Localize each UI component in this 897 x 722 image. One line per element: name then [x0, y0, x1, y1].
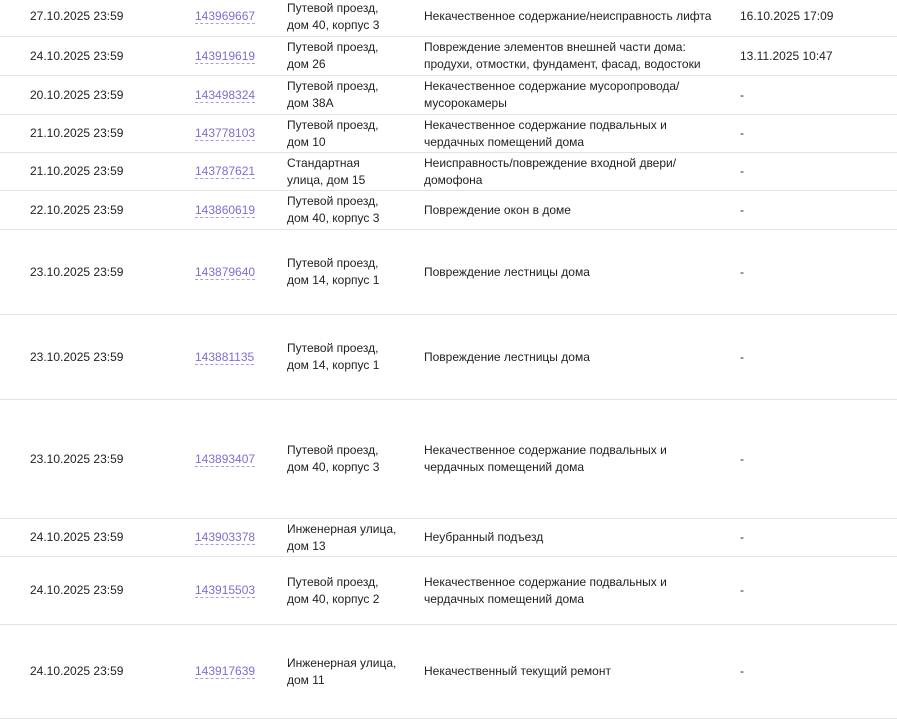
table-row	[0, 519, 897, 557]
appeal-id-link[interactable]: 143860619	[195, 202, 256, 217]
address-cell	[287, 191, 412, 229]
problem-line: Повреждение окон в доме	[424, 202, 571, 217]
address-cell	[287, 76, 412, 114]
address-cell	[287, 315, 412, 399]
address-line: улица, дом 15	[287, 172, 366, 187]
appeal-id-cell	[195, 400, 275, 518]
due-date: 21.10.2025 23:59	[30, 126, 124, 140]
due-date-cell	[30, 400, 180, 518]
deadline: -	[740, 664, 744, 678]
due-date: 23.10.2025 23:59	[30, 349, 124, 364]
address-line: Путевой проезд,	[287, 117, 379, 132]
problem-line: Некачественное содержание/неисправность лифта	[424, 9, 712, 23]
table-row	[0, 115, 897, 153]
address-cell	[287, 557, 412, 624]
problem-cell	[424, 76, 724, 114]
problem-line: домофона	[424, 172, 483, 187]
appeal-id-cell	[195, 37, 275, 75]
problem-cell	[424, 519, 724, 556]
address-line: дом 40, корпус 2	[287, 591, 380, 606]
problem-line: Некачественное содержание подвальных и	[424, 117, 667, 132]
deadline: -	[740, 583, 744, 597]
due-date-cell	[30, 153, 180, 190]
problem-line: Повреждение лестницы дома	[424, 264, 590, 279]
due-date: 27.10.2025 23:59	[30, 9, 124, 23]
due-date: 24.10.2025 23:59	[30, 48, 124, 63]
problem-cell	[424, 37, 724, 75]
address-line: Путевой проезд,	[287, 194, 379, 208]
deadline: -	[740, 530, 744, 544]
appeal-id-link[interactable]: 143879640	[195, 264, 256, 279]
deadline-cell	[740, 400, 890, 518]
table-row	[0, 76, 897, 115]
table-row	[0, 557, 897, 625]
problem-line: чердачных помещений дома	[424, 134, 585, 149]
table-row	[0, 230, 897, 315]
appeal-id-link[interactable]: 143903378	[195, 530, 256, 544]
deadline-cell	[740, 37, 890, 75]
problem-cell	[424, 557, 724, 624]
appeal-id-cell	[195, 76, 275, 114]
problem-cell	[424, 400, 724, 518]
due-date: 24.10.2025 23:59	[30, 664, 124, 678]
problem-line: Некачественное содержание подвальных и	[424, 443, 667, 457]
appeal-id-cell	[195, 557, 275, 624]
address-line: дом 13	[287, 538, 326, 553]
address-line: Инженерная улица,	[287, 655, 397, 670]
appeal-id-link[interactable]: 143919619	[195, 48, 256, 63]
address-line: дом 40, корпус 3	[287, 460, 380, 474]
table-row	[0, 191, 897, 230]
problem-line: Повреждение лестницы дома	[424, 349, 590, 364]
appeal-id-link[interactable]: 143881135	[195, 349, 255, 364]
due-date-cell	[30, 0, 180, 36]
problem-line: мусорокамеры	[424, 96, 507, 110]
due-date-cell	[30, 557, 180, 624]
table-row	[0, 153, 897, 191]
deadline-cell	[740, 115, 890, 152]
appeal-id-cell	[195, 115, 275, 152]
appeal-id-link[interactable]: 143969667	[195, 9, 256, 23]
address-line: Путевой проезд,	[287, 256, 379, 270]
appeal-id-link[interactable]: 143915503	[195, 583, 256, 597]
deadline-cell	[740, 230, 890, 314]
address-line: Путевой проезд,	[287, 341, 379, 355]
address-line: Путевой проезд,	[287, 79, 379, 93]
address-cell	[287, 625, 412, 718]
due-date-cell	[30, 315, 180, 399]
table-row	[0, 400, 897, 519]
table-row	[0, 625, 897, 719]
deadline: -	[740, 451, 744, 466]
address-cell	[287, 115, 412, 152]
problem-line: продухи, отмостки, фундамент, фасад, водостоки	[424, 57, 701, 71]
appeal-id-link[interactable]: 143893407	[195, 451, 256, 466]
due-date-cell	[30, 519, 180, 556]
due-date: 23.10.2025 23:59	[30, 451, 124, 466]
problem-cell	[424, 115, 724, 152]
address-line: Путевой проезд,	[287, 574, 379, 589]
table-row	[0, 37, 897, 76]
deadline-cell	[740, 76, 890, 114]
deadline-cell	[740, 557, 890, 624]
deadline: -	[740, 264, 744, 279]
deadline: -	[740, 87, 744, 102]
address-line: дом 40, корпус 3	[287, 211, 380, 225]
deadline-cell	[740, 0, 890, 36]
address-line: Путевой проезд,	[287, 0, 379, 15]
address-line: дом 14, корпус 1	[287, 358, 380, 372]
appeal-id-cell	[195, 191, 275, 229]
due-date: 24.10.2025 23:59	[30, 530, 124, 544]
address-line: дом 10	[287, 134, 326, 149]
problem-cell	[424, 191, 724, 229]
deadline-cell	[740, 153, 890, 190]
due-date-cell	[30, 230, 180, 314]
appeal-id-link[interactable]: 143917639	[195, 664, 256, 678]
problem-line: Неисправность/повреждение входной двери/	[424, 155, 677, 170]
deadline-cell	[740, 315, 890, 399]
problem-line: Неубранный подъезд	[424, 530, 544, 544]
appeal-id-cell	[195, 0, 275, 36]
problem-cell	[424, 230, 724, 314]
due-date: 24.10.2025 23:59	[30, 583, 124, 597]
deadline: -	[740, 202, 744, 217]
due-date: 23.10.2025 23:59	[30, 264, 124, 279]
due-date-cell	[30, 37, 180, 75]
address-line: Инженерная улица,	[287, 521, 397, 536]
appeal-id-link[interactable]: 143787621	[195, 164, 256, 178]
due-date: 21.10.2025 23:59	[30, 164, 124, 178]
appeal-id-link[interactable]: 143498324	[195, 87, 256, 102]
address-line: дом 11	[287, 672, 325, 687]
due-date-cell	[30, 625, 180, 718]
due-date: 22.10.2025 23:59	[30, 202, 124, 217]
address-cell	[287, 0, 412, 36]
address-line: дом 26	[287, 57, 326, 71]
deadline-cell	[740, 191, 890, 229]
problem-line: чердачных помещений дома	[424, 591, 585, 606]
address-line: Путевой проезд,	[287, 40, 379, 54]
problem-line: Повреждение элементов внешней части дома:	[424, 40, 686, 54]
due-date-cell	[30, 115, 180, 152]
problem-line: чердачных помещений дома	[424, 460, 585, 474]
address-line: Стандартная	[287, 155, 360, 170]
problem-line: Некачественное содержание подвальных и	[424, 574, 667, 589]
appeal-id-cell	[195, 315, 275, 399]
deadline: -	[740, 164, 744, 178]
deadline: 16.10.2025 17:09	[740, 9, 834, 23]
appeal-id-cell	[195, 519, 275, 556]
deadline-cell	[740, 519, 890, 556]
address-cell	[287, 230, 412, 314]
problem-cell	[424, 153, 724, 190]
problem-cell	[424, 625, 724, 718]
address-cell	[287, 37, 412, 75]
table-row	[0, 315, 897, 400]
problem-line: Некачественный текущий ремонт	[424, 664, 611, 678]
address-line: дом 38А	[287, 96, 334, 110]
deadline: -	[740, 349, 744, 364]
address-line: дом 40, корпус 3	[287, 17, 380, 32]
due-date-cell	[30, 191, 180, 229]
address-cell	[287, 153, 412, 190]
address-line: дом 14, корпус 1	[287, 273, 380, 287]
problem-cell	[424, 0, 724, 36]
deadline-cell	[740, 625, 890, 718]
due-date-cell	[30, 76, 180, 114]
problem-line: Некачественное содержание мусоропровода/	[424, 79, 680, 93]
appeal-id-cell	[195, 625, 275, 718]
deadline: 13.11.2025 10:47	[740, 48, 833, 63]
deadline: -	[740, 126, 744, 140]
appeal-id-cell	[195, 230, 275, 314]
appeal-id-cell	[195, 153, 275, 190]
address-line: Путевой проезд,	[287, 443, 379, 457]
address-cell	[287, 519, 412, 556]
problem-cell	[424, 315, 724, 399]
due-date: 20.10.2025 23:59	[30, 87, 124, 102]
table-row	[0, 0, 897, 37]
address-cell	[287, 400, 412, 518]
appeal-id-link[interactable]: 143778103	[195, 126, 256, 140]
